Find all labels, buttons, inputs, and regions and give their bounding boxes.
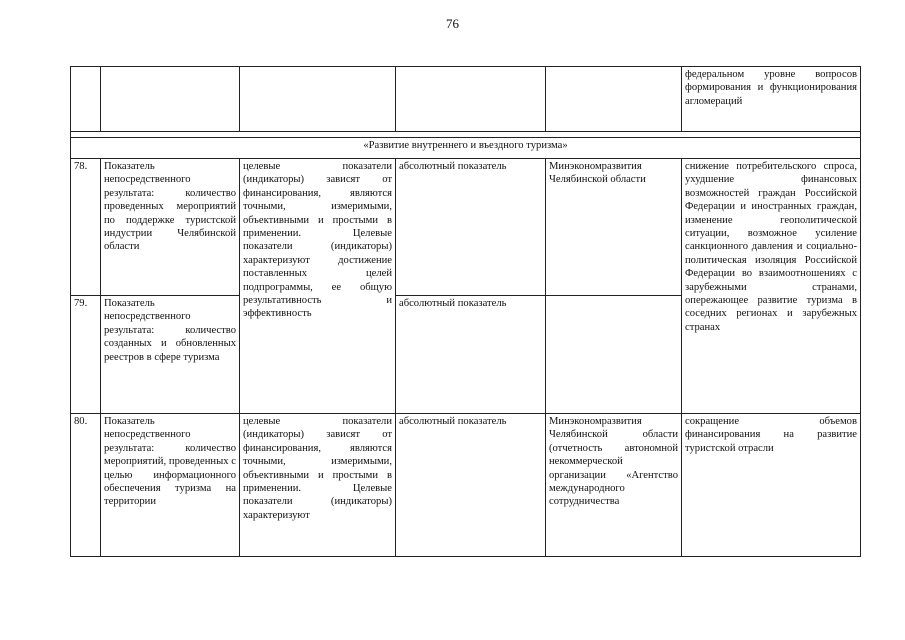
row-number: 78. <box>71 159 101 296</box>
table-row-80 <box>71 414 861 557</box>
cell-empty <box>396 67 546 132</box>
cell-responsible <box>546 296 682 414</box>
table-row-78 <box>71 159 861 296</box>
row-number: 80. <box>71 414 101 557</box>
cell-risks: снижение потребительского спроса, ухудшение финансовых возможностей граждан Российской Федерации и иностранных граждан, изменение геополитической ситуации, возможное усиление санкционного давления и социально-политическая изоляция Российской Федерации во взаимоотношениях с зарубежными странами, опережающее развитие туризма в соседних регионах и зарубежных странах <box>682 159 861 414</box>
cell-justification: целевые показатели (индикаторы) зависят от финансирования, являются точными, измеримыми, объективными и простыми в применении. Целевые показатели (индикаторы) характеризуют достижение поставленных целей подпрограммы, ее общую результативность и эффективность <box>240 159 396 414</box>
cell-indicator: Показатель непосредственного результата: количество проведенных мероприятий по поддержке туристской индустрии Челябинской области <box>101 159 240 296</box>
section-title: «Развитие внутреннего и въездного туризма» <box>71 138 861 159</box>
cell-type: абсолютный показатель <box>396 296 546 414</box>
cell-empty <box>546 67 682 132</box>
section-row <box>71 138 861 159</box>
cell-indicator: Показатель непосредственного результата: количество созданных и обновленных реестров в сфере туризма <box>101 296 240 414</box>
cell-empty <box>71 67 101 132</box>
row-number: 79. <box>71 296 101 414</box>
indicators-table <box>70 66 861 557</box>
cell-justification: целевые показатели (индикаторы) зависят от финансирования, являются точными, измеримыми, объективными и простыми в применении. Целевые показатели (индикаторы) характеризуют <box>240 414 396 557</box>
cell-responsible: Минэкономразвития Челябинской области <box>546 159 682 296</box>
cell-empty <box>240 67 396 132</box>
cell-empty <box>101 67 240 132</box>
page-number: 76 <box>446 16 459 31</box>
cell-type: абсолютный показатель <box>396 414 546 557</box>
cell-type: абсолютный показатель <box>396 159 546 296</box>
cell-indicator: Показатель непосредственного результата: количество мероприятий, проведенных с целью информационного обеспечения туризма на территории <box>101 414 240 557</box>
cell-responsible: Минэкономразвития Челябинской области (отчетность автономной некоммерческой организации «Агентство международного сотрудничества <box>546 414 682 557</box>
cell-risks: федеральном уровне вопросов формирования и функционирования агломераций <box>682 67 861 132</box>
cell-risks: сокращение объемов финансирования на развитие туристской отрасли <box>682 414 861 557</box>
continuation-row <box>71 67 861 132</box>
